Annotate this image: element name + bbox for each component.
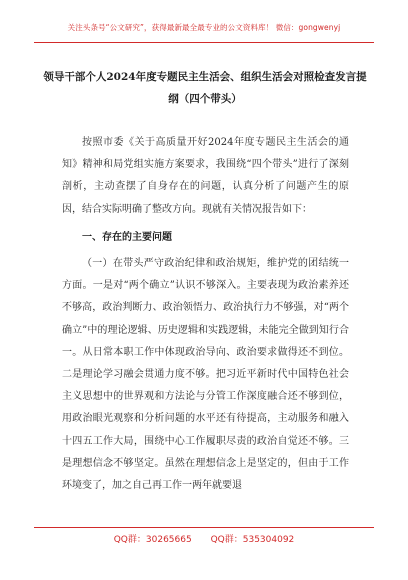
header-banner: 关注头条号“公文研究”，获得最新最全最专业的公文资料库！ 微信：gongwenyj <box>67 23 341 32</box>
section-body-paragraph: （一）在带头严守政治纪律和政治规矩，维护党的团结统一方面。一是对“两个确立”认识不够深入。主要表现为政治素养还不够高，政治判断力、政治领悟力、政治执行力不够强，对“两个确立”中的理论逻辑、历史逻辑和实践逻辑，未能完全做到知行合一。从日常本职工作中体现政治导向、政治要求做得还不到位。二是理论学习融会贯通力度不够。把习近平新时代中国特色社会主义思想中的世界观和方法论与分管工作深度融合还不够到位，用政治眼光观察和分析问题的水平还有待提高，主动服务和融入十四五工作大局，围绕中心工作履职尽责的政治自觉还不够。三是理想信念不够坚定。虽然在理想信念上是坚定的，但由于工作环境变了，加之自己再工作一两年就要退 <box>62 258 349 492</box>
header-divider <box>34 42 374 43</box>
footer-qq-group-2: QQ群：535304092 <box>210 535 295 545</box>
document-body <box>62 132 349 497</box>
section-heading: 一、存在的主要问题 <box>82 231 172 243</box>
footer-divider <box>34 527 374 528</box>
footer-qq-group-1: QQ群：30265665 <box>113 535 192 545</box>
footer <box>0 532 408 545</box>
document-title: 领导干部个人2024年度专题民主生活会、组织生活会对照检查发言提纲（四个带头） <box>43 71 367 105</box>
intro-paragraph: 按照市委《关于高质量开好2024年度专题民主生活会的通知》精神和局党组实施方案要求，我围绕“四个带头”进行了深刻剖析，主动查摆了自身存在的问题，认真分析了问题产生的原因，结合实际明确了整改方向。现就有关情况报告如下： <box>62 137 349 215</box>
